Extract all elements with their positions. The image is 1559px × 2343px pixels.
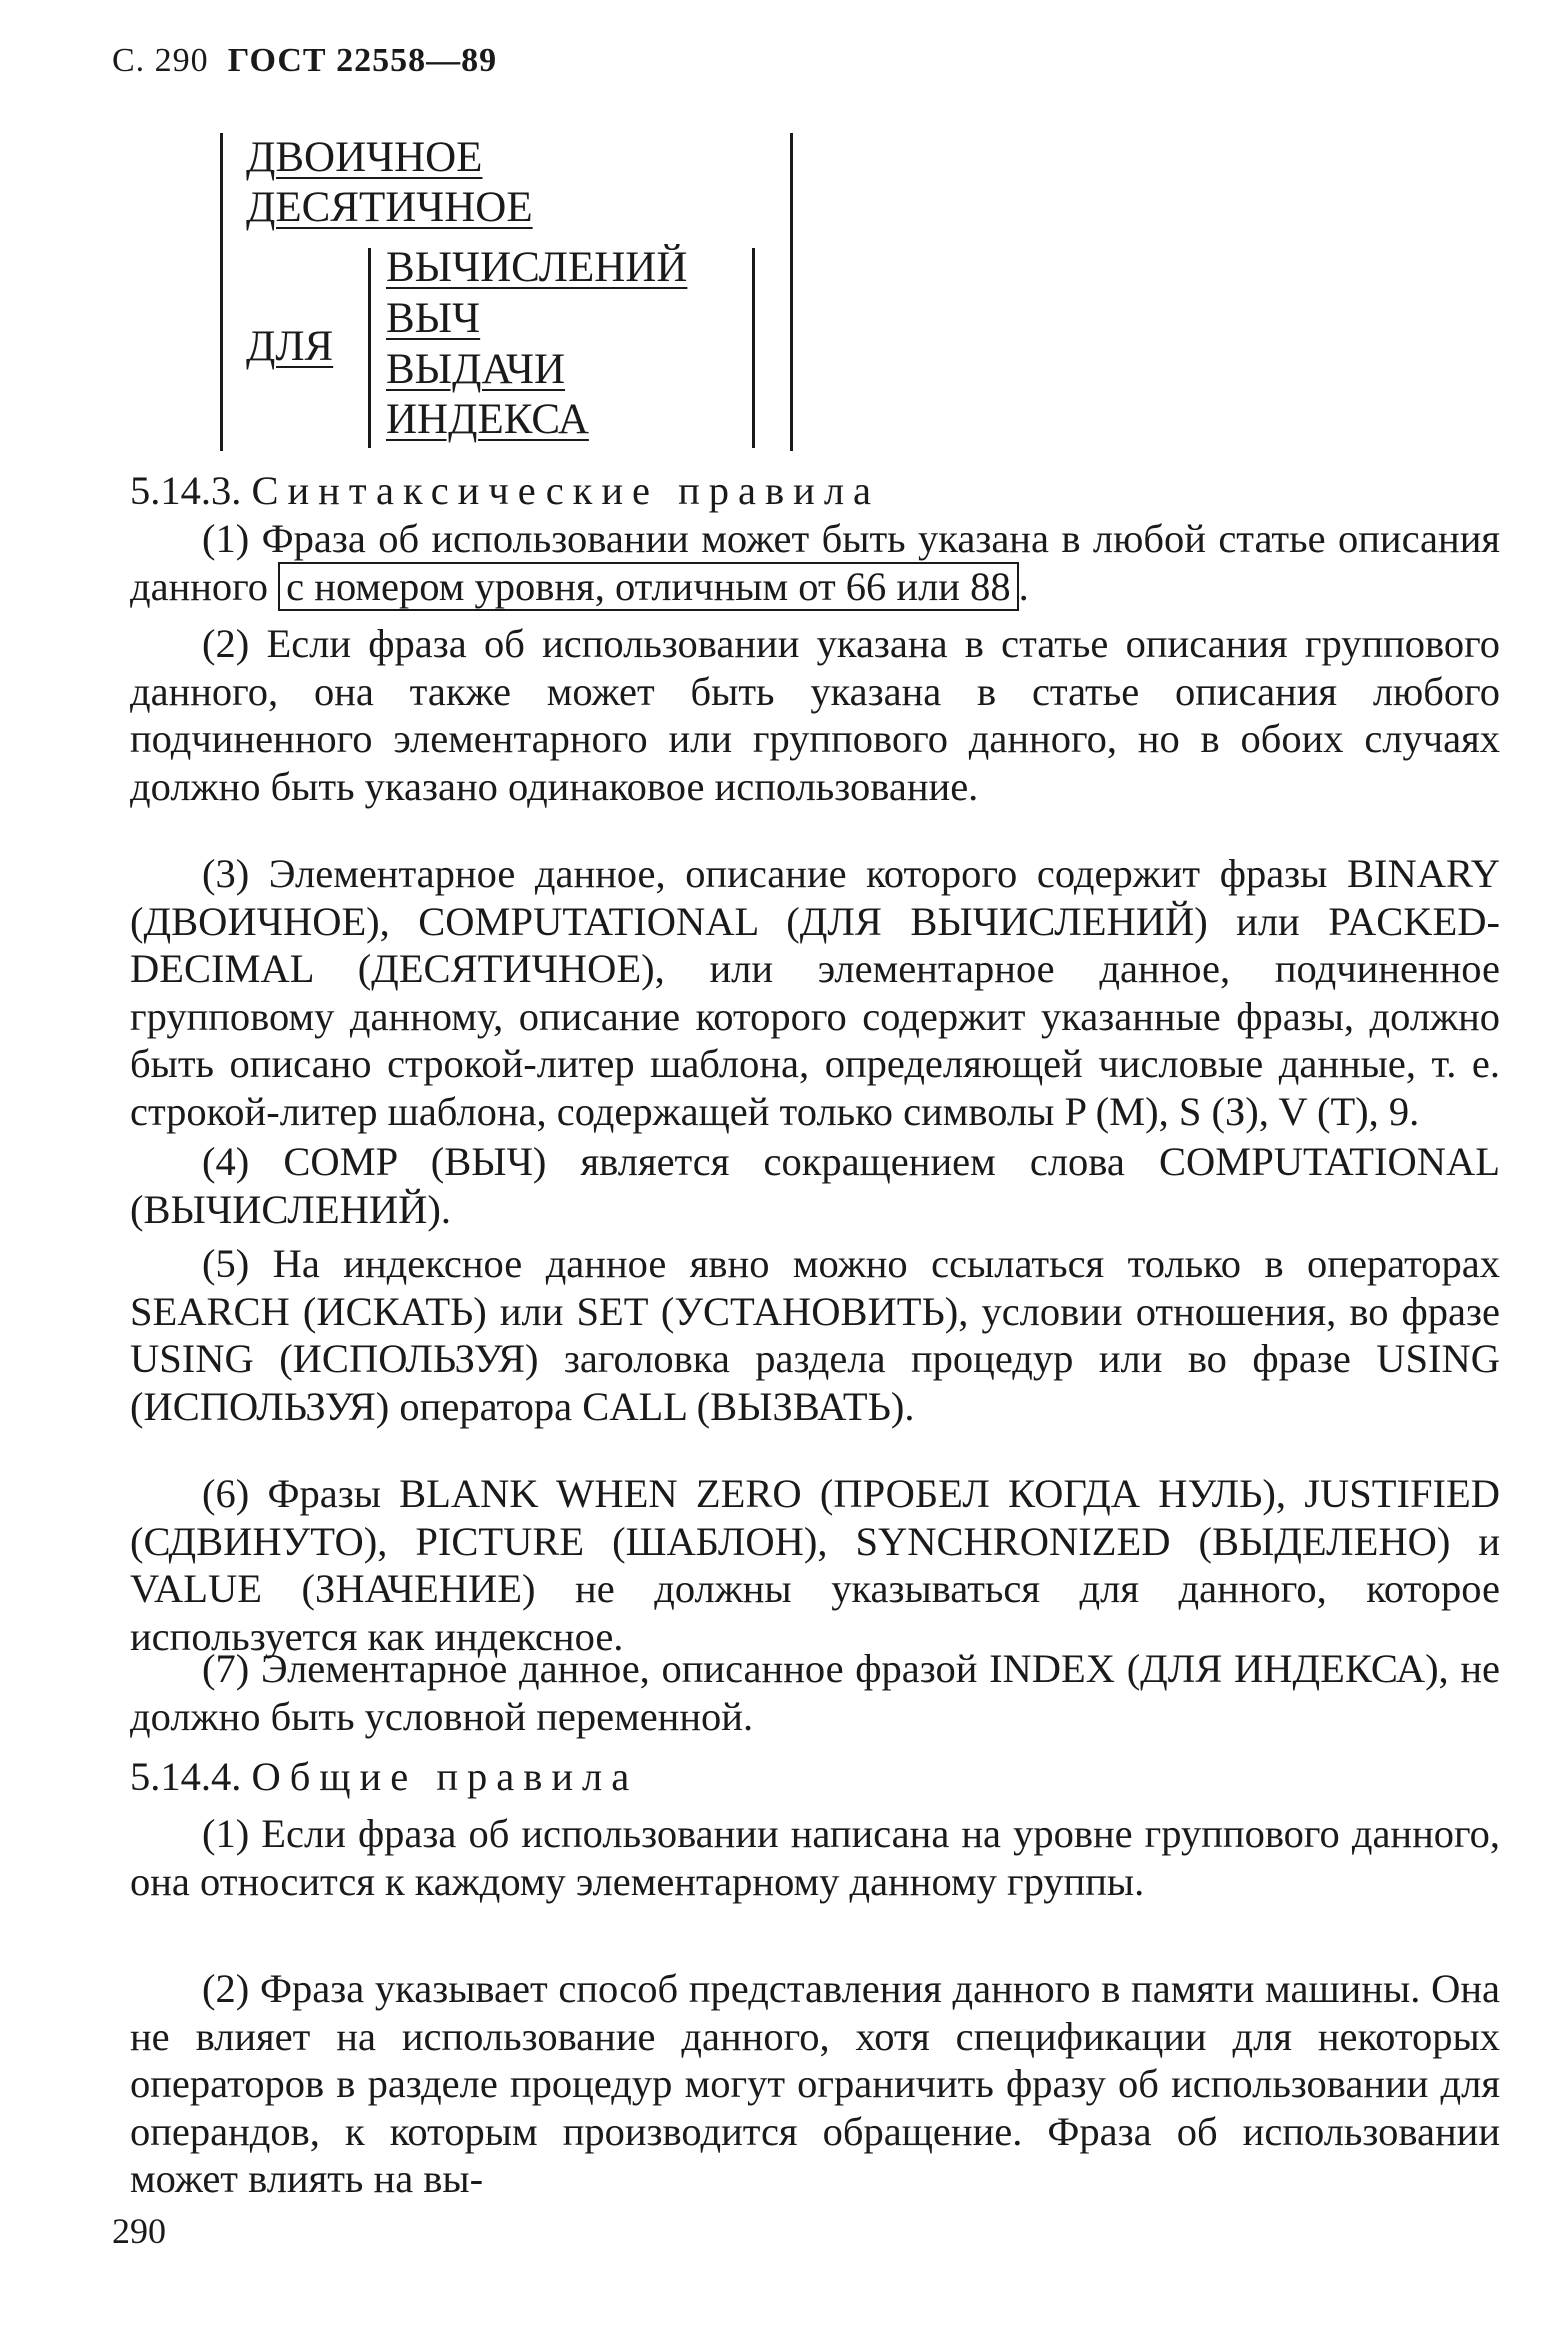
rule-1-text: (1) Фраза об использовании может быть указана в любой статье описания данного bbox=[130, 516, 1500, 609]
rule-7-text: (7) Элементарное данное, описанное фразой INDEX (ДЛЯ ИНДЕКСА), не должно быть условной переменной. bbox=[130, 1646, 1500, 1739]
rule-6-text: (6) Фразы BLANK WHEN ZERO (ПРОБЕЛ КОГДА НУЛЬ), JUSTIFIED (СДВИНУТО), PICTURE (ШАБЛОН), SYNCHRONIZED (ВЫДЕЛЕНО) и VALUE (ЗНАЧЕНИЕ) не должны указываться для данного, которое используется как индексное. bbox=[130, 1471, 1500, 1659]
general-rule-1-text: (1) Если фраза об использовании написана на уровне группового данного, она относится к каждому элементарному данному группы. bbox=[130, 1811, 1500, 1904]
rule-7 bbox=[130, 1645, 1500, 1740]
outer-right-bracket bbox=[790, 133, 793, 451]
keyword-index: ИНДЕКСА bbox=[386, 396, 589, 443]
rule-4 bbox=[130, 1138, 1500, 1233]
rule-1 bbox=[130, 515, 1500, 610]
section-number: 5.14.3. bbox=[130, 468, 242, 513]
rule-6 bbox=[130, 1470, 1500, 1660]
inner-right-bracket bbox=[752, 248, 755, 448]
section-title: Общие правила bbox=[251, 1754, 639, 1799]
general-rule-2-text: (2) Фраза указывает способ представления данного в памяти машины. Она не влияет на использование данного, хотя спецификации для некоторых операторов в разделе процедур могут ограничить фразу об использовании для операндов, к которым производится обращение. Фраза об использовании может влиять на вы- bbox=[130, 1966, 1500, 2201]
keyword-computational: ВЫЧИСЛЕНИЙ bbox=[386, 244, 688, 291]
keyword-display: ВЫДАЧИ bbox=[386, 346, 566, 393]
rule-2 bbox=[130, 620, 1500, 810]
section-number: 5.14.4. bbox=[130, 1754, 242, 1799]
keyword-binary: ДВОИЧНОЕ bbox=[246, 134, 483, 181]
general-rule-2 bbox=[130, 1965, 1500, 2203]
rule-3 bbox=[130, 850, 1500, 1135]
page-header bbox=[112, 42, 497, 80]
rule-1-boxed-text: с номером уровня, отличным от 66 или 88 bbox=[278, 562, 1018, 611]
section-5-14-4-heading bbox=[130, 1753, 1500, 1801]
keyword-comp: ВЫЧ bbox=[386, 295, 481, 342]
rule-5 bbox=[130, 1240, 1500, 1430]
general-rule-1 bbox=[130, 1810, 1500, 1905]
keyword-decimal: ДЕСЯТИЧНОЕ bbox=[246, 184, 533, 231]
rule-4-text: (4) COMP (ВЫЧ) является сокращением слова COMPUTATIONAL (ВЫЧИСЛЕНИЙ). bbox=[130, 1139, 1500, 1232]
rule-1-end: . bbox=[1018, 563, 1029, 609]
rule-2-text: (2) Если фраза об использовании указана в статье описания группового данного, она также может быть указана в статье описания любого подчиненного элементарного или группового данного, но в обоих случаях должно быть указано одинаковое использование. bbox=[130, 621, 1500, 809]
page-number: 290 bbox=[112, 2211, 166, 2251]
rule-5-text: (5) На индексное данное явно можно ссылаться только в операторах SEARCH (ИСКАТЬ) или SET (УСТАНОВИТЬ), условии отношения, во фразе USING (ИСПОЛЬЗУЯ) заголовка раздела процедур или во фразе USING (ИСПОЛЬЗУЯ) оператора CALL (ВЫЗВАТЬ). bbox=[130, 1241, 1500, 1429]
section-title: Синтаксические правила bbox=[251, 468, 881, 513]
rule-3-text: (3) Элементарное данное, описание которого содержит фразы BINARY (ДВОИЧНОЕ), COMPUTATIONAL (ДЛЯ ВЫЧИСЛЕНИЙ) или PACKED-DECIMAL (ДЕСЯТИЧНОЕ), или элементарное данное, подчиненное групповому данному, описание которого содержит указанные фразы, должно быть описано строкой-литер шаблона, определяющей числовые данные, т. е. строкой-литер шаблона, содержащей только символы P (M), S (З), V (T), 9. bbox=[130, 851, 1500, 1134]
page-label: С. 290 bbox=[112, 42, 209, 79]
inner-left-bracket bbox=[368, 248, 371, 448]
keyword-for: ДЛЯ bbox=[246, 323, 334, 370]
outer-left-bracket bbox=[220, 133, 223, 451]
standard-code: ГОСТ 22558—89 bbox=[227, 42, 498, 79]
section-5-14-3-heading bbox=[130, 467, 1500, 515]
